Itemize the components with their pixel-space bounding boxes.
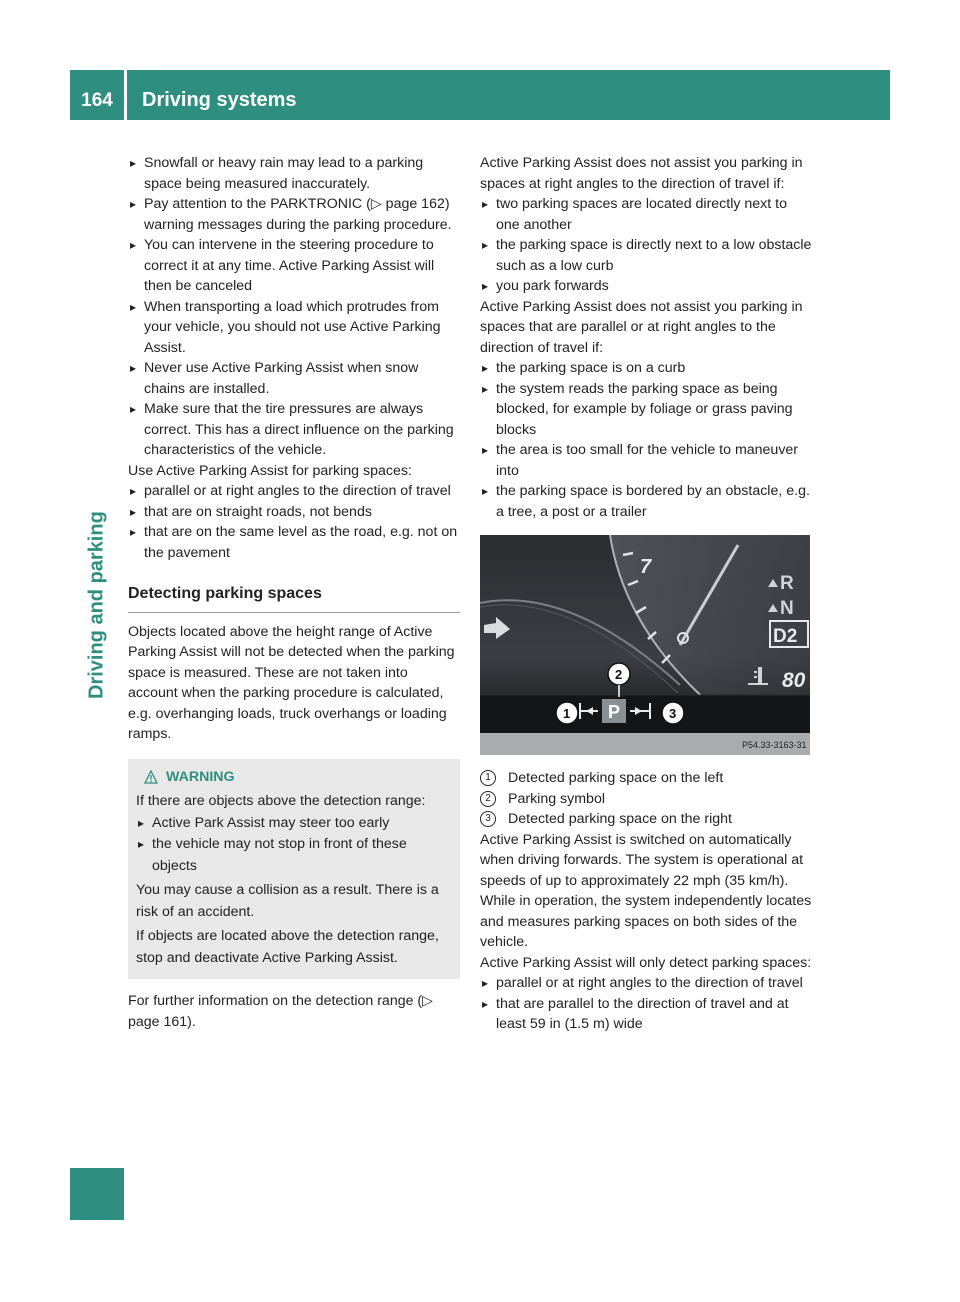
list-item: ▸ the system reads the parking space as being blocked, for example by foliage or grass paving blocks bbox=[480, 379, 812, 441]
gear-n-label: N bbox=[780, 598, 794, 619]
list-item: ▸ Make sure that the tire pressures are always correct. This has a direct influence on the parking characteristics of the vehicle. bbox=[128, 399, 460, 461]
legend-number: 3 bbox=[480, 811, 496, 827]
warning-triangle-icon bbox=[144, 770, 158, 784]
side-tab-label: Driving and parking bbox=[85, 511, 108, 699]
page-number: 164 bbox=[81, 90, 113, 111]
list-item: ▸ Never use Active Parking Assist when snow chains are installed. bbox=[128, 358, 460, 399]
temp-value: 80 bbox=[782, 669, 806, 692]
callout-1 bbox=[556, 702, 578, 724]
header-divider bbox=[124, 70, 127, 120]
right-bullet-list-1 bbox=[480, 194, 812, 297]
warning-paragraph: You may cause a collision as a result. There is a risk of an accident. bbox=[136, 882, 439, 920]
legend-text: Detected parking space on the right bbox=[508, 811, 732, 827]
figure-legend bbox=[480, 768, 812, 830]
page-title: Driving systems bbox=[142, 89, 297, 111]
list-item: ▸ parallel or at right angles to the direction of travel bbox=[128, 481, 460, 502]
list-item: ▸ that are parallel to the direction of travel and at least 59 in (1.5 m) wide bbox=[480, 994, 812, 1035]
list-item: ▸ the parking space is bordered by an obstacle, e.g. a tree, a post or a trailer bbox=[480, 481, 812, 522]
warning-box bbox=[128, 759, 460, 980]
warning-bullets bbox=[136, 813, 452, 878]
side-tab-marker bbox=[70, 1168, 124, 1220]
list-item: ▸ parallel or at right angles to the direction of travel bbox=[480, 973, 812, 994]
warning-intro: If there are objects above the detection range: bbox=[136, 793, 426, 809]
use-intro: Use Active Parking Assist for parking spaces: bbox=[128, 462, 412, 479]
legend-number: 2 bbox=[480, 791, 496, 807]
list-item: ▸ two parking spaces are located directly next to one another bbox=[480, 194, 812, 235]
intro-paragraph: Active Parking Assist does not assist you parking in spaces that are parallel or at right angles to the direction of travel if: bbox=[480, 298, 803, 356]
parking-symbol-letter: P bbox=[608, 702, 621, 722]
warning-title bbox=[144, 767, 452, 789]
list-item: ▸ Snowfall or heavy rain may lead to a parking space being measured inaccurately. bbox=[128, 153, 460, 194]
list-item: ▸ that are on the same level as the road, e.g. not on the pavement bbox=[128, 522, 460, 563]
intro-paragraph: Active Parking Assist does not assist you parking in spaces at right angles to the direction of travel if: bbox=[480, 155, 803, 192]
list-item-text[interactable]: Pay attention to the PARKTRONIC (▷ page 162) warning messages during the parking procedure. bbox=[144, 196, 452, 233]
callout-3 bbox=[662, 702, 684, 724]
list-item: ▸ When transporting a load which protrudes from your vehicle, you should not use Active Parking Assist. bbox=[128, 297, 460, 359]
left-bullet-list-2 bbox=[128, 481, 460, 563]
warning-title-text: WARNING bbox=[166, 768, 235, 785]
gear-r-label: R bbox=[780, 573, 794, 594]
gear-d-label: D2 bbox=[773, 626, 798, 647]
list-item: ▸ the parking space is on a curb bbox=[480, 358, 812, 379]
section-paragraph: Objects located above the height range of Active Parking Assist will not be detected when the parking space is measured. These are not taken into account when the parking procedure is calculated, e.g. overhanging loads, truck overhangs or loading ramps. bbox=[128, 623, 455, 742]
further-info bbox=[128, 991, 460, 1032]
list-item: ▸ Active Park Assist may steer too early bbox=[136, 813, 452, 835]
list-item: ▸ You can intervene in the steering procedure to correct it at any time. Active Parking Assist will then be canceled bbox=[128, 235, 460, 297]
list-item: ▸ the parking space is directly next to a low obstacle such as a low curb bbox=[480, 235, 812, 276]
list-item: ▸ you park forwards bbox=[480, 276, 812, 297]
list-item: ▸ the area is too small for the vehicle to maneuver into bbox=[480, 440, 812, 481]
right-bullet-list-2 bbox=[480, 358, 812, 522]
legend-item bbox=[480, 789, 812, 810]
legend-item bbox=[480, 768, 812, 789]
list-item: ▸ that are on straight roads, not bends bbox=[128, 502, 460, 523]
legend-item bbox=[480, 809, 812, 830]
instrument-cluster-figure bbox=[480, 535, 810, 755]
further-info-link[interactable]: For further information on the detection range (▷ page 161). bbox=[128, 993, 434, 1030]
warning-paragraph: If objects are located above the detection range, stop and deactivate Active Parking Assist. bbox=[136, 928, 439, 966]
body-paragraph: Active Parking Assist will only detect parking spaces: bbox=[480, 954, 812, 971]
figure-code: P54.33-3163-31 bbox=[742, 740, 807, 750]
svg-text:2: 2 bbox=[615, 667, 623, 682]
svg-text:1: 1 bbox=[563, 706, 571, 721]
section-heading: Detecting parking spaces bbox=[128, 584, 460, 613]
svg-text:3: 3 bbox=[669, 706, 677, 721]
legend-text: Parking symbol bbox=[508, 790, 605, 807]
left-bullet-list-1 bbox=[128, 153, 460, 461]
right-bullet-list-3 bbox=[480, 973, 812, 1035]
legend-number: 1 bbox=[480, 770, 496, 786]
body-paragraph: Active Parking Assist is switched on automatically when driving forwards. The system is operational at speeds of up to approximately 22 mph (35 km/h). While in operation, the system independently locates and measures parking spaces on both sides of the vehicle. bbox=[480, 831, 812, 950]
left-column bbox=[128, 153, 460, 1032]
right-column bbox=[480, 153, 812, 1035]
list-item bbox=[128, 194, 460, 235]
legend-text: Detected parking space on the left bbox=[508, 770, 724, 786]
speed-mark: 7 bbox=[640, 556, 652, 578]
instrument-cluster-illustration bbox=[480, 535, 810, 755]
list-item: ▸ the vehicle may not stop in front of these objects bbox=[136, 834, 452, 877]
